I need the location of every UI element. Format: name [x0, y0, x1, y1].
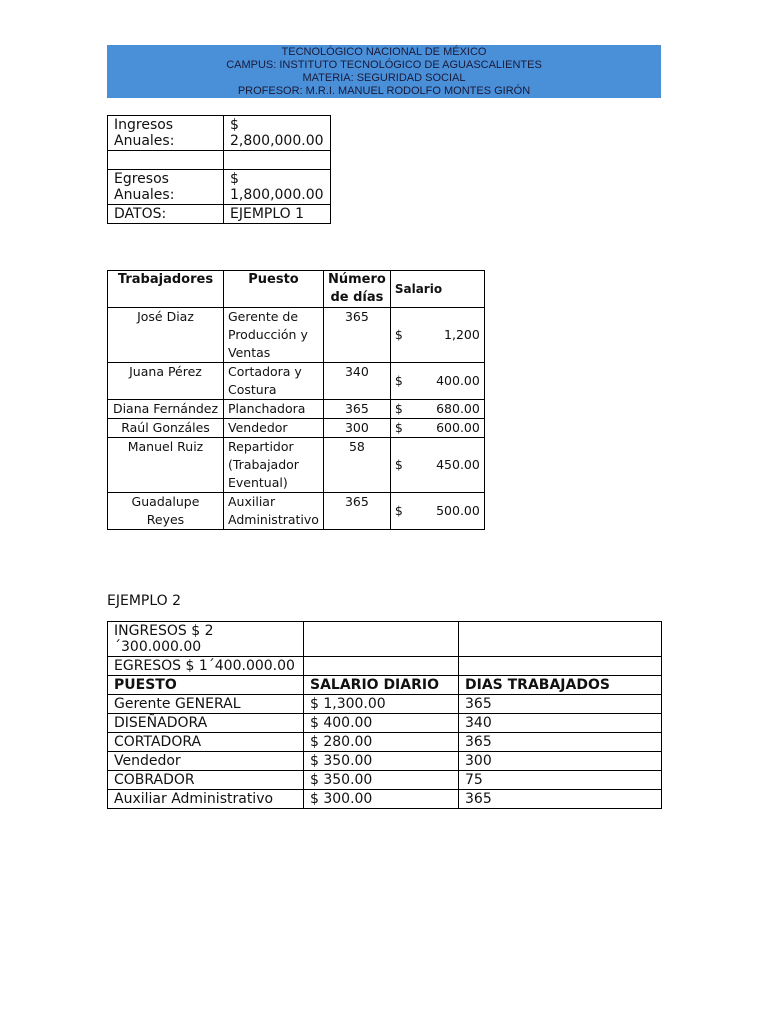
ejemplo2-title: EJEMPLO 2	[107, 593, 182, 609]
table-row	[108, 493, 485, 530]
table-row	[108, 771, 662, 790]
row-salario: $ 350.00	[304, 752, 459, 771]
currency-symbol: $	[394, 373, 403, 388]
egresos-cell: EGRESOS $ 1´400.000.00	[108, 657, 304, 676]
worker-name: Manuel Ruiz	[108, 438, 224, 493]
table-row	[108, 438, 485, 493]
row-salario: $ 300.00	[304, 790, 459, 809]
worker-puesto: Cortadora y Costura	[224, 363, 324, 400]
table-row	[108, 733, 662, 752]
salario-value: 500.00	[436, 503, 480, 518]
ingresos-label: Ingresos Anuales:	[108, 116, 224, 151]
ingresos-value: $ 2,800,000.00	[224, 116, 331, 151]
empty-cell	[304, 657, 459, 676]
salario-value: 400.00	[436, 373, 480, 388]
egresos-label: Egresos Anuales:	[108, 170, 224, 205]
worker-puesto: Gerente de Producción y Ventas	[224, 308, 324, 363]
worker-name: Raúl Gonzáles	[108, 419, 224, 438]
worker-salario	[390, 493, 484, 530]
worker-dias: 365	[324, 400, 391, 419]
worker-salario	[390, 419, 484, 438]
worker-salario	[390, 400, 484, 419]
empty-cell	[108, 151, 224, 170]
row-salario: $ 1,300.00	[304, 695, 459, 714]
salario-value: 680.00	[436, 401, 480, 416]
empty-cell	[459, 657, 662, 676]
header-salario-diario: SALARIO DIARIO	[304, 676, 459, 695]
row-puesto: Auxiliar Administrativo	[108, 790, 304, 809]
row-dias: 365	[459, 733, 662, 752]
row-salario: $ 350.00	[304, 771, 459, 790]
worker-salario	[390, 308, 484, 363]
egresos-value: $ 1,800,000.00	[224, 170, 331, 205]
row-puesto: DISEÑADORA	[108, 714, 304, 733]
header-line-institution: TECNOLÓGICO NACIONAL DE MÉXICO	[281, 46, 487, 58]
table-row	[108, 400, 485, 419]
currency-symbol: $	[394, 420, 403, 435]
header-line-campus: CAMPUS: INSTITUTO TECNOLÓGICO DE AGUASCALIENTES	[226, 59, 542, 71]
table-row	[108, 714, 662, 733]
worker-puesto: Repartidor (Trabajador Eventual)	[224, 438, 324, 493]
header-salario: Salario	[390, 271, 484, 308]
worker-name: Guadalupe Reyes	[108, 493, 224, 530]
row-dias: 365	[459, 695, 662, 714]
salario-value: 600.00	[436, 420, 480, 435]
workers-table	[107, 270, 485, 530]
summary-table	[107, 115, 331, 224]
currency-symbol: $	[394, 457, 403, 472]
table-row	[108, 308, 485, 363]
worker-dias: 365	[324, 493, 391, 530]
currency-symbol: $	[394, 401, 403, 416]
header-puesto: Puesto	[224, 271, 324, 308]
worker-dias: 58	[324, 438, 391, 493]
row-puesto: Vendedor	[108, 752, 304, 771]
header-line-professor: PROFESOR: M.R.I. MANUEL RODOLFO MONTES GIRÓN	[237, 85, 531, 97]
currency-symbol: $	[394, 503, 403, 518]
worker-dias: 300	[324, 419, 391, 438]
header-line-subject: MATERIA: SEGURIDAD SOCIAL	[302, 72, 466, 84]
document-header	[107, 45, 661, 98]
salario-value: 450.00	[436, 457, 480, 472]
header-trabajadores: Trabajadores	[108, 271, 224, 308]
table-row	[108, 790, 662, 809]
table-row	[108, 419, 485, 438]
worker-salario	[390, 363, 484, 400]
worker-puesto: Planchadora	[224, 400, 324, 419]
row-dias: 365	[459, 790, 662, 809]
datos-label: DATOS:	[108, 205, 224, 224]
row-dias: 300	[459, 752, 662, 771]
worker-dias: 340	[324, 363, 391, 400]
row-puesto: Gerente GENERAL	[108, 695, 304, 714]
row-salario: $ 280.00	[304, 733, 459, 752]
empty-cell	[224, 151, 331, 170]
row-salario: $ 400.00	[304, 714, 459, 733]
table-row	[108, 695, 662, 714]
row-puesto: CORTADORA	[108, 733, 304, 752]
header-dias-trabajados: DIAS TRABAJADOS	[459, 676, 662, 695]
table-row	[108, 363, 485, 400]
worker-name: Diana Fernández	[108, 400, 224, 419]
worker-puesto: Auxiliar Administrativo	[224, 493, 324, 530]
header-dias: Número de días	[324, 271, 391, 308]
header-puesto: PUESTO	[108, 676, 304, 695]
ejemplo2-table	[107, 621, 662, 809]
ingresos-cell: INGRESOS $ 2 ´300.000.00	[108, 622, 304, 657]
worker-salario	[390, 438, 484, 493]
row-puesto: COBRADOR	[108, 771, 304, 790]
worker-name: Juana Pérez	[108, 363, 224, 400]
datos-value: EJEMPLO 1	[224, 205, 331, 224]
row-dias: 75	[459, 771, 662, 790]
worker-puesto: Vendedor	[224, 419, 324, 438]
empty-cell	[304, 622, 459, 657]
table-row	[108, 752, 662, 771]
empty-cell	[459, 622, 662, 657]
salario-value: 1,200	[444, 327, 480, 342]
worker-dias: 365	[324, 308, 391, 363]
currency-symbol: $	[394, 327, 403, 342]
row-dias: 340	[459, 714, 662, 733]
worker-name: José Diaz	[108, 308, 224, 363]
